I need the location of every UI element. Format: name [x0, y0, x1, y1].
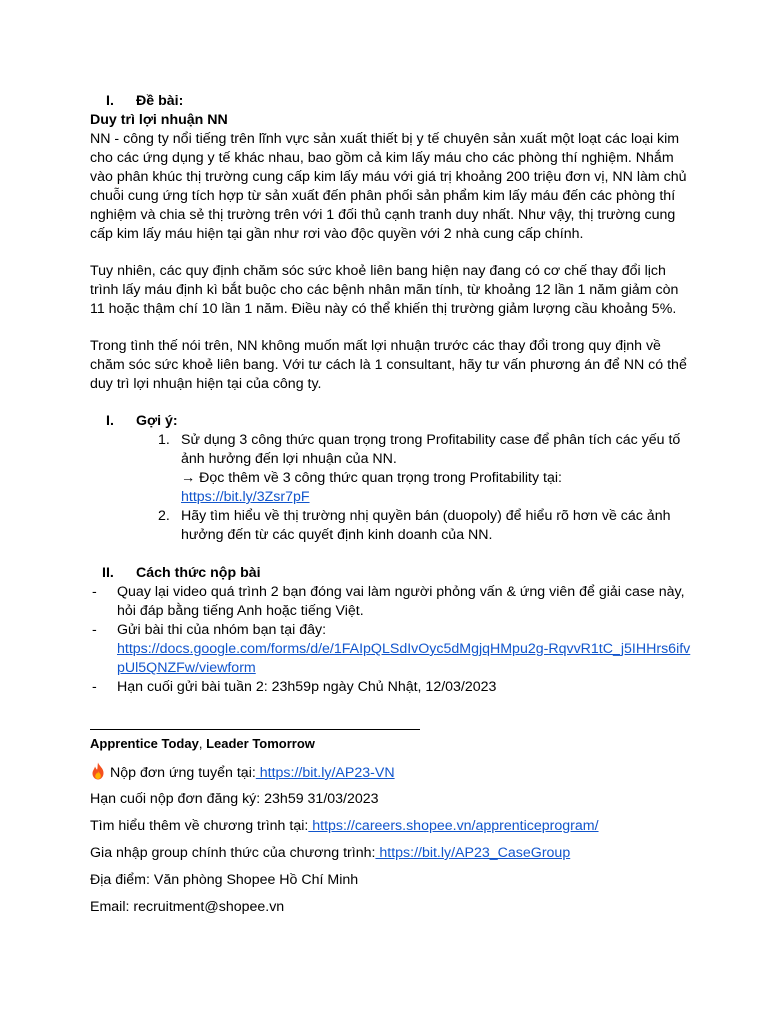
group-line	[90, 844, 570, 863]
apply-link[interactable]: https://bit.ly/AP23-VN	[255, 765, 395, 781]
list-number: 2.	[158, 508, 170, 524]
list-item-text: Hãy tìm hiểu về thị trường nhị quyền bán (duopoly) để hiểu rõ hơn về các ảnh	[181, 508, 671, 524]
section-numeral: II.	[102, 565, 114, 581]
paragraph-line: nghiệm và chia sẻ thị trường trên với 1 đối thủ cạnh tranh duy nhất. Như vậy, thị trường cung	[90, 207, 676, 223]
bullet-text: hỏi đáp bằng tiếng Anh hoặc tiếng Việt.	[117, 603, 364, 619]
group-link[interactable]: https://bit.ly/AP23_CaseGroup	[375, 845, 571, 861]
bullet-text: Hạn cuối gửi bài tuần 2: 23h59p ngày Chủ Nhật, 12/03/2023	[117, 679, 497, 695]
paragraph-line: NN - công ty nổi tiếng trên lĩnh vực sản xuất thiết bị y tế chuyên sản xuất một loạt các loại kim	[90, 131, 680, 147]
apply-line	[90, 762, 395, 786]
contact-email: Email: recruitment@shopee.vn	[90, 899, 285, 915]
list-item-text: ảnh hưởng đến lợi nhuận của NN.	[181, 451, 397, 467]
apply-label: Nộp đơn ứng tuyển tại:	[110, 765, 256, 781]
section-heading: Cách thức nộp bài	[136, 565, 261, 581]
paragraph-line: cấp kim lấy máu hiện tại gần như rơi vào độc quyền với 2 nhà cung cấp chính.	[90, 226, 584, 242]
application-deadline: Hạn cuối nộp đơn đăng ký: 23h59 31/03/2023	[90, 791, 379, 807]
submission-form-link[interactable]: https://docs.google.com/forms/d/e/1FAIpQLSdIvOyc5dMgjqHMpu2g-RqvvR1tC_j5IHHrs6ifv	[117, 641, 691, 657]
paragraph-line: 11 hoặc thậm chí 10 lần 1 năm. Điều này có thể khiến thị trường giảm lượng cầu khoảng 5%.	[90, 301, 677, 317]
tagline	[90, 734, 315, 753]
list-item-text: → Đọc thêm về 3 công thức quan trọng trong Profitability tại:	[181, 470, 562, 486]
paragraph-line: chuỗi cung ứng tích hợp từ sản xuất đến phân phối sản phẩm kim lấy máu đến các phòng thí	[90, 188, 676, 204]
bullet-text: Gửi bài thi của nhóm bạn tại đây:	[117, 622, 327, 638]
location: Địa điểm: Văn phòng Shopee Hồ Chí Minh	[90, 872, 359, 888]
case-title: Duy trì lợi nhuận NN	[90, 112, 228, 128]
paragraph-line: trình lấy máu định kì bắt buộc cho các bệnh nhân mãn tính, từ khoảng 12 lần 1 năm giảm còn	[90, 282, 679, 298]
bullet-dash: -	[92, 622, 97, 638]
paragraph-line: Tuy nhiên, các quy định chăm sóc sức khoẻ liên bang hiện nay đang có cơ chế thay đổi lịch	[90, 263, 666, 279]
group-label: Gia nhập group chính thức của chương trình:	[90, 845, 376, 861]
paragraph-line: chăm sóc sức khoẻ liên bang. Với tư cách là 1 consultant, hãy tư vấn phương án để NN có thể	[90, 357, 687, 373]
divider	[90, 729, 420, 730]
paragraph-line: cho các ứng dụng y tế khác nhau, bao gồm cả kim lấy máu cho các phòng thí nghiệm. Nhắm	[90, 150, 674, 166]
tagline-separator: ,	[198, 736, 207, 751]
bullet-dash: -	[92, 584, 97, 600]
fire-icon	[90, 762, 106, 786]
submission-form-link-cont[interactable]: pUl5QNZFw/viewform	[117, 660, 256, 676]
list-number: 1.	[158, 432, 170, 448]
bullet-text: Quay lại video quá trình 2 bạn đóng vai làm người phỏng vấn & ứng viên để giải case này,	[117, 584, 685, 600]
section-numeral: I.	[106, 93, 114, 109]
section-heading: Gợi ý:	[136, 413, 178, 429]
learn-more-label: Tìm hiểu thêm về chương trình tại:	[90, 818, 309, 834]
paragraph-line: Trong tình thế nói trên, NN không muốn mất lợi nhuận trước các thay đổi trong quy định về	[90, 338, 661, 354]
tagline-part: Apprentice Today	[90, 736, 199, 751]
paragraph-line: vào phân khúc thị trường cung cấp kim lấy máu với giá trị khoảng 200 triệu đơn vị, NN làm chủ	[90, 169, 687, 185]
section-heading: Đề bài:	[136, 93, 184, 109]
learn-more-link[interactable]: https://careers.shopee.vn/apprenticeprogram/	[308, 818, 599, 834]
section-numeral: I.	[106, 413, 114, 429]
bullet-dash: -	[92, 679, 97, 695]
tagline-part: Leader Tomorrow	[206, 736, 315, 751]
learn-more-line	[90, 817, 599, 836]
list-item-text: hưởng đến từ các quyết định kinh doanh của NN.	[181, 527, 493, 543]
profitability-link[interactable]: https://bit.ly/3Zsr7pF	[181, 489, 310, 505]
list-item-text: Sử dụng 3 công thức quan trọng trong Profitability case để phân tích các yếu tố	[181, 432, 681, 448]
paragraph-line: duy trì lợi nhuận hiện tại của công ty.	[90, 376, 322, 392]
